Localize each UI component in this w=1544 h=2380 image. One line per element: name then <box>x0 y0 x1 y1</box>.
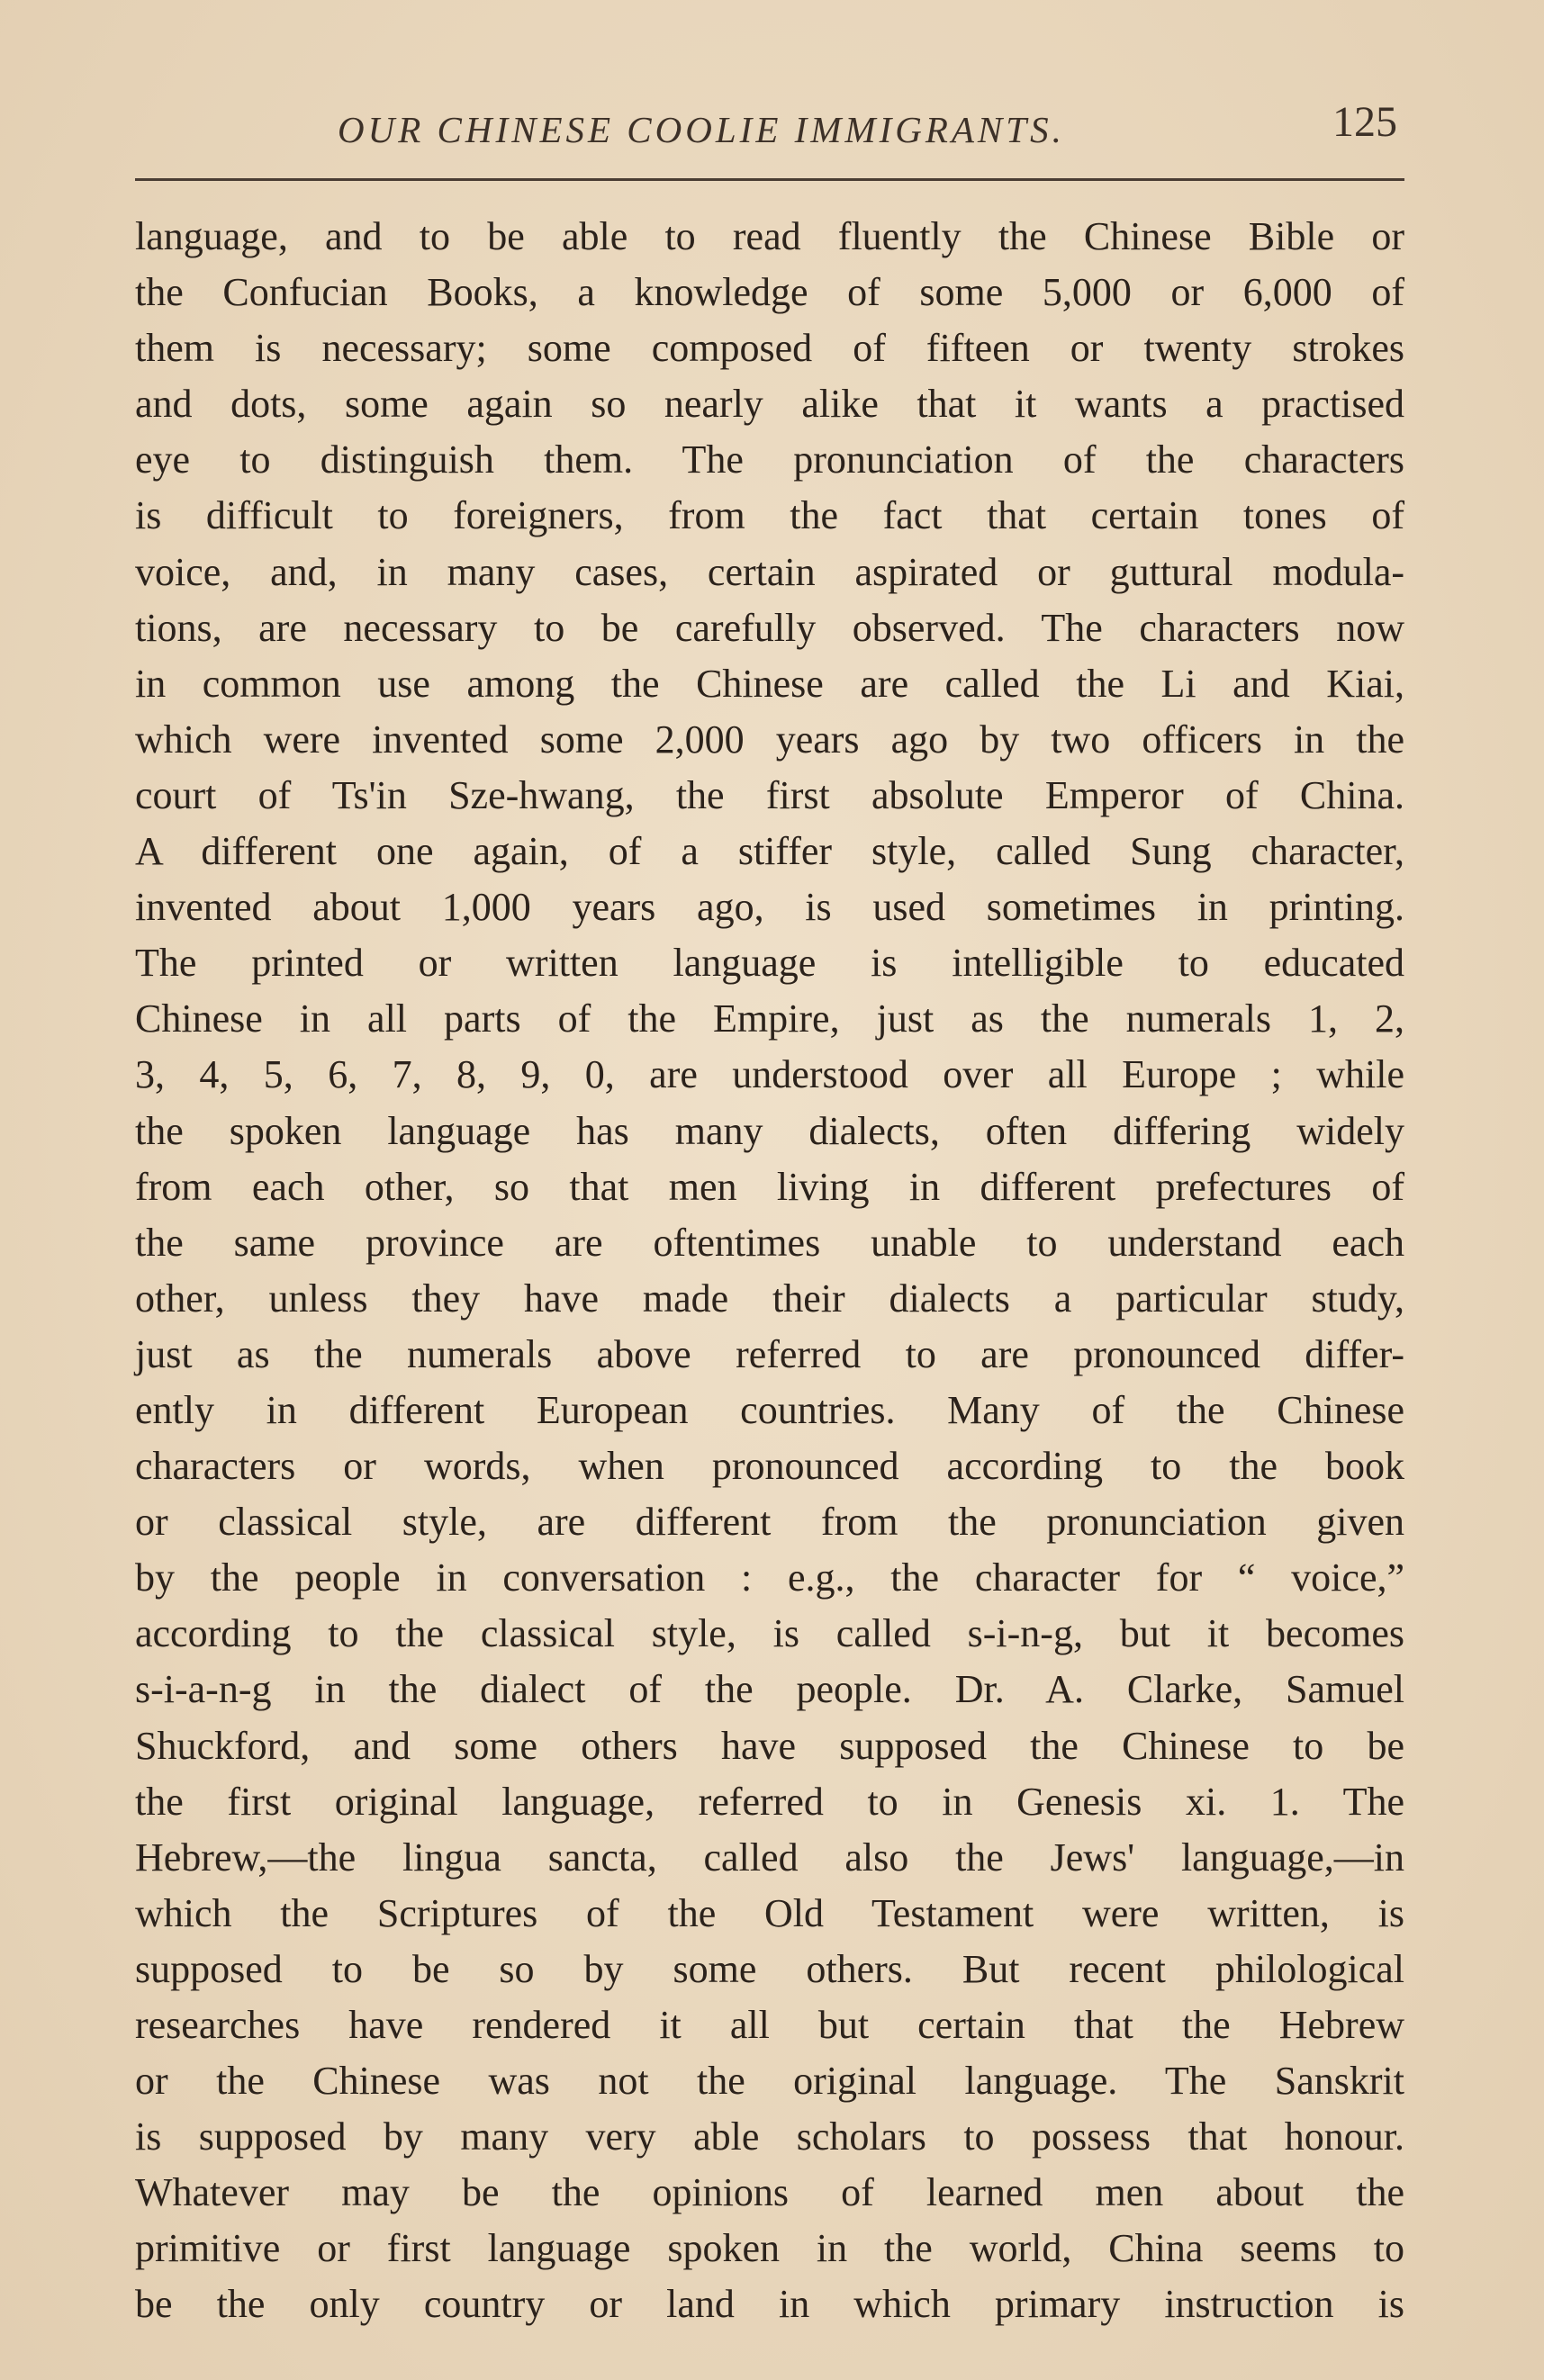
text-line: Shuckford, and some others have supposed the Chinese to be <box>135 1723 1404 1768</box>
text-line: in common use among the Chinese are called the Li and Kiai, <box>135 661 1404 706</box>
text-line: Chinese in all parts of the Empire, just as the numerals 1, 2, <box>135 996 1404 1041</box>
text-line: Whatever may be the opinions of learned men about the <box>135 2170 1404 2215</box>
text-line: and dots, some again so nearly alike that it wants a practised <box>135 382 1404 427</box>
text-line: 3, 4, 5, 6, 7, 8, 9, 0, are understood over all Europe ; while <box>135 1052 1404 1097</box>
text-line: the first original language, referred to in Genesis xi. 1. The <box>135 1779 1404 1824</box>
text-line: invented about 1,000 years ago, is used sometimes in printing. <box>135 885 1404 930</box>
text-line: other, unless they have made their dialects a particular study, <box>135 1276 1404 1321</box>
text-line: just as the numerals above referred to are pronounced differ- <box>135 1331 1404 1376</box>
text-line: be the only country or land in which primary instruction is <box>135 2282 1404 2327</box>
text-line: the spoken language has many dialects, often differing widely <box>135 1108 1404 1153</box>
text-line: language, and to be able to read fluently the Chinese Bible or <box>135 214 1404 258</box>
text-line: by the people in conversation : e.g., the character for “ voice,” <box>135 1555 1404 1600</box>
text-line: characters or words, when pronounced according to the book <box>135 1444 1404 1489</box>
text-line: A different one again, of a stiffer style, called Sung character, <box>135 829 1404 874</box>
text-line: court of Ts'in Sze-hwang, the first absolute Emperor of China. <box>135 772 1404 817</box>
text-line: is supposed by many very able scholars to possess that honour. <box>135 2114 1404 2159</box>
text-line: them is necessary; some composed of fifteen or twenty strokes <box>135 326 1404 371</box>
text-line: which were invented some 2,000 years ago by two officers in the <box>135 717 1404 762</box>
running-title: OUR CHINESE COOLIE IMMIGRANTS. <box>338 109 1065 150</box>
body-paragraph <box>135 209 1404 2333</box>
text-line: Hebrew,—the lingua sancta, called also the Jews' language,—in <box>135 1835 1404 1880</box>
text-line: s-i-a-n-g in the dialect of the people. Dr. A. Clarke, Samuel <box>135 1667 1404 1712</box>
text-line: eye to distinguish them. The pronunciation of the characters <box>135 437 1404 482</box>
text-line: the same province are oftentimes unable to understand each <box>135 1220 1404 1265</box>
text-line: primitive or first language spoken in the world, China seems to <box>135 2226 1404 2271</box>
text-line: from each other, so that men living in different prefectures of <box>135 1164 1404 1209</box>
text-line: researches have rendered it all but certain that the Hebrew <box>135 2003 1404 2047</box>
text-line: ently in different European countries. Many of the Chinese <box>135 1387 1404 1432</box>
text-line: which the Scriptures of the Old Testament were written, is <box>135 1890 1404 1935</box>
text-line: or the Chinese was not the original language. The Sanskrit <box>135 2059 1404 2104</box>
text-line: is difficult to foreigners, from the fact that certain tones of <box>135 493 1404 538</box>
text-line: tions, are necessary to be carefully observed. The characters now <box>135 605 1404 650</box>
page-number: 125 <box>1332 98 1397 146</box>
text-line: the Confucian Books, a knowledge of some 5,000 or 6,000 of <box>135 270 1404 315</box>
page-header <box>135 97 1403 160</box>
text-line: or classical style, are different from the pronunciation given <box>135 1500 1404 1545</box>
text-line: according to the classical style, is called s-i-n-g, but it becomes <box>135 1611 1404 1656</box>
header-rule <box>135 178 1404 181</box>
text-line: The printed or written language is intelligible to educated <box>135 941 1404 986</box>
text-line: voice, and, in many cases, certain aspirated or guttural modula- <box>135 549 1404 594</box>
text-line: supposed to be so by some others. But recent philological <box>135 1946 1404 1991</box>
